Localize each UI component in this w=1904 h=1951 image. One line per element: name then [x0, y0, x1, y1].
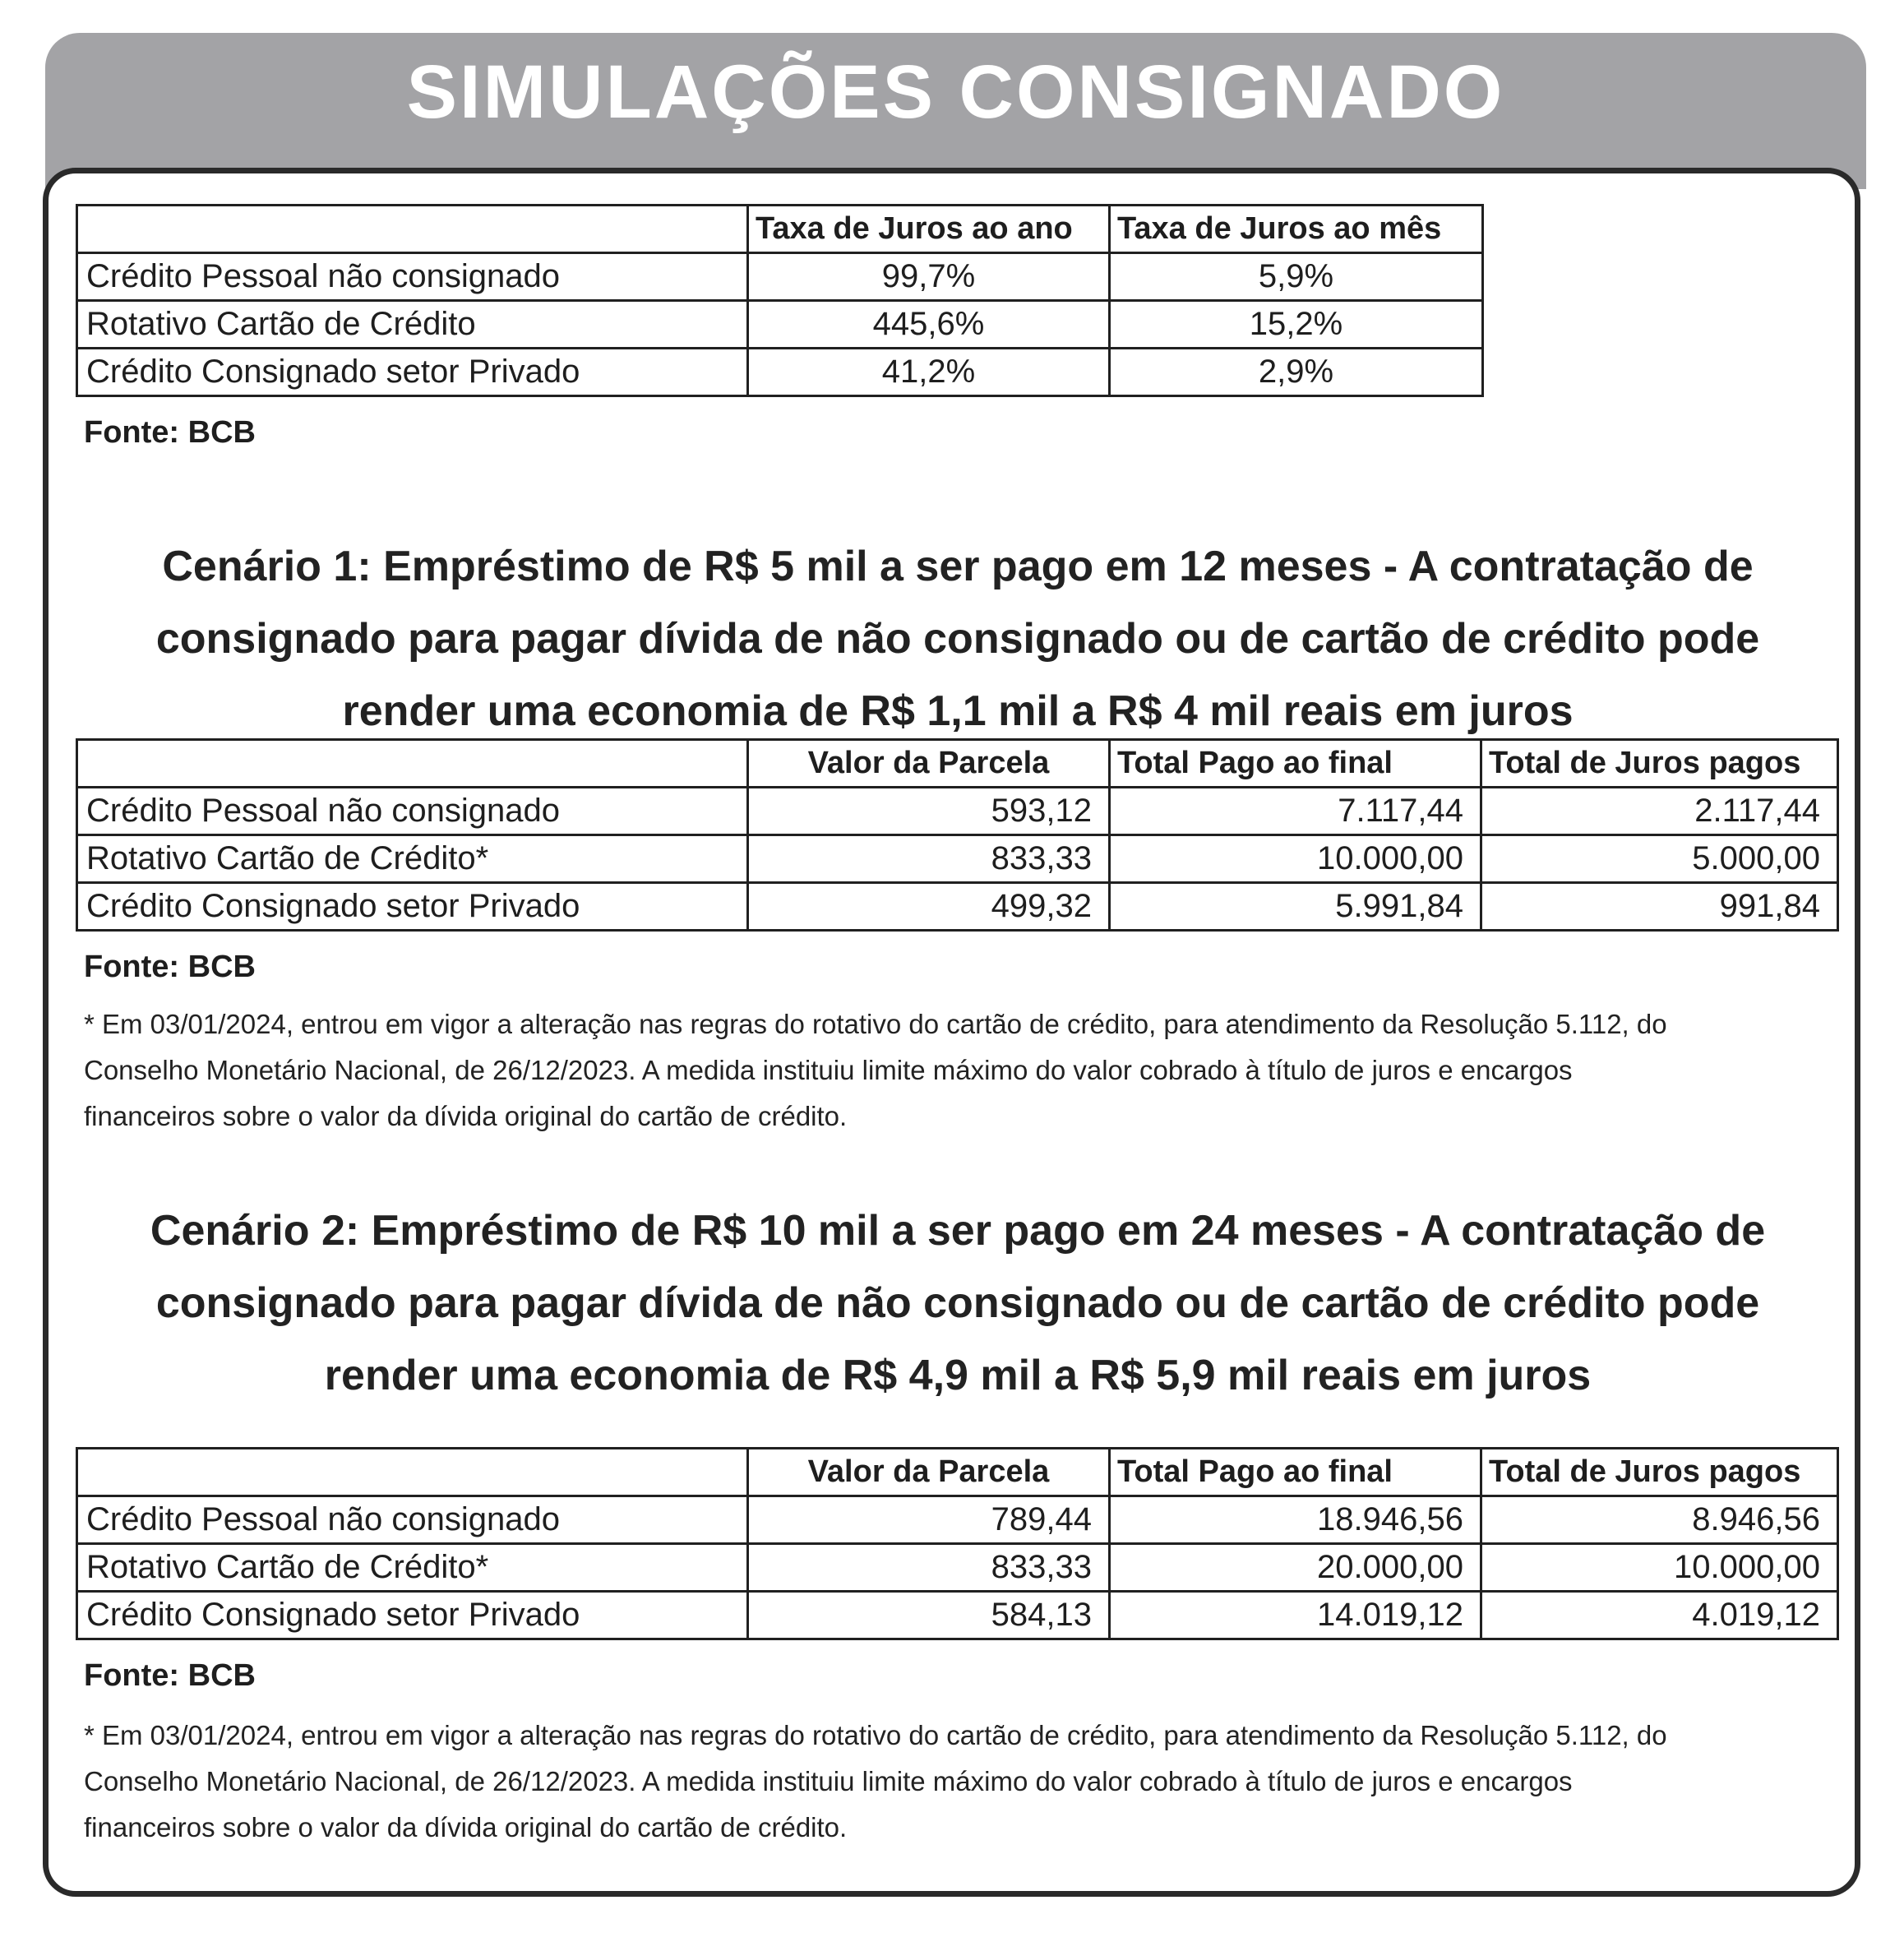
table-header-row: [77, 1449, 1838, 1496]
cell-installment: 593,12: [748, 788, 1110, 835]
footnote-line: Conselho Monetário Nacional, de 26/12/2023. A medida instituiu limite máximo do valor cobrado à título de juros e encargos: [84, 1055, 1573, 1085]
row-label: Crédito Consignado setor Privado: [77, 883, 748, 931]
cell-installment: 499,32: [748, 883, 1110, 931]
cell-total-interest: 4.019,12: [1481, 1592, 1838, 1639]
footnote-line: financeiros sobre o valor da dívida original do cartão de crédito.: [84, 1812, 848, 1842]
header-cell: Valor da Parcela: [748, 1449, 1110, 1496]
cell-total-interest: 2.117,44: [1481, 788, 1838, 835]
scenario2-source: Fonte: BCB: [84, 1658, 256, 1693]
row-label: Rotativo Cartão de Crédito: [77, 301, 748, 349]
cell-installment: 789,44: [748, 1496, 1110, 1544]
header-cell: Taxa de Juros ao mês: [1110, 206, 1483, 253]
scenario2-table: [76, 1447, 1839, 1640]
table-row: [77, 301, 1483, 349]
table-row: [77, 1592, 1838, 1639]
scenario2-heading: [66, 1195, 1850, 1412]
cell-annual-rate: 41,2%: [748, 349, 1110, 396]
cell-total-interest: 8.946,56: [1481, 1496, 1838, 1544]
cell-total-paid: 14.019,12: [1110, 1592, 1481, 1639]
cell-total-paid: 20.000,00: [1110, 1544, 1481, 1592]
scenario2-footnote: [84, 1713, 1835, 1851]
heading-line: render uma economia de R$ 4,9 mil a R$ 5,9 mil reais em juros: [324, 1352, 1592, 1399]
cell-total-interest: 5.000,00: [1481, 835, 1838, 883]
cell-monthly-rate: 15,2%: [1110, 301, 1483, 349]
heading-line: Cenário 1: Empréstimo de R$ 5 mil a ser pago em 12 meses - A contratação de: [162, 543, 1754, 590]
header-cell-empty: [77, 1449, 748, 1496]
cell-total-interest: 991,84: [1481, 883, 1838, 931]
table-row: [77, 1496, 1838, 1544]
table-row: [77, 883, 1838, 931]
row-label: Crédito Pessoal não consignado: [77, 253, 748, 301]
table-row: [77, 788, 1838, 835]
cell-total-paid: 18.946,56: [1110, 1496, 1481, 1544]
rates-source: Fonte: BCB: [84, 415, 256, 450]
header-cell: Valor da Parcela: [748, 740, 1110, 788]
header-cell: Total Pago ao final: [1110, 1449, 1481, 1496]
cell-installment: 833,33: [748, 835, 1110, 883]
cell-total-interest: 10.000,00: [1481, 1544, 1838, 1592]
table-row: [77, 835, 1838, 883]
heading-line: Cenário 2: Empréstimo de R$ 10 mil a ser pago em 24 meses - A contratação de: [150, 1207, 1766, 1255]
heading-line: consignado para pagar dívida de não consignado ou de cartão de crédito pode: [155, 1279, 1760, 1327]
table-row: [77, 253, 1483, 301]
cell-total-paid: 7.117,44: [1110, 788, 1481, 835]
footnote-line: financeiros sobre o valor da dívida original do cartão de crédito.: [84, 1101, 848, 1131]
scenario1-heading: [66, 530, 1850, 747]
rates-table: [76, 204, 1484, 397]
cell-total-paid: 10.000,00: [1110, 835, 1481, 883]
footnote-line: * Em 03/01/2024, entrou em vigor a alteração nas regras do rotativo do cartão de crédito, para atendimento da Resolução 5.112, do: [84, 1720, 1667, 1750]
cell-total-paid: 5.991,84: [1110, 883, 1481, 931]
cell-installment: 833,33: [748, 1544, 1110, 1592]
row-label: Crédito Pessoal não consignado: [77, 1496, 748, 1544]
page-title: SIMULAÇÕES CONSIGNADO: [406, 50, 1505, 134]
table-row: [77, 1544, 1838, 1592]
cell-monthly-rate: 5,9%: [1110, 253, 1483, 301]
row-label: Crédito Consignado setor Privado: [77, 1592, 748, 1639]
scenario1-table: [76, 738, 1839, 932]
cell-installment: 584,13: [748, 1592, 1110, 1639]
table-header-row: [77, 740, 1838, 788]
cell-annual-rate: 99,7%: [748, 253, 1110, 301]
cell-annual-rate: 445,6%: [748, 301, 1110, 349]
header-cell: Total Pago ao final: [1110, 740, 1481, 788]
cell-monthly-rate: 2,9%: [1110, 349, 1483, 396]
header-cell-empty: [77, 206, 748, 253]
row-label: Rotativo Cartão de Crédito*: [77, 1544, 748, 1592]
row-label: Rotativo Cartão de Crédito*: [77, 835, 748, 883]
table-header-row: [77, 206, 1483, 253]
header-cell: Total de Juros pagos: [1481, 1449, 1838, 1496]
header-cell: Taxa de Juros ao ano: [748, 206, 1110, 253]
row-label: Crédito Consignado setor Privado: [77, 349, 748, 396]
heading-line: render uma economia de R$ 1,1 mil a R$ 4 mil reais em juros: [342, 687, 1574, 735]
scenario1-footnote: [84, 1001, 1835, 1140]
footnote-line: * Em 03/01/2024, entrou em vigor a alteração nas regras do rotativo do cartão de crédito, para atendimento da Resolução 5.112, do: [84, 1009, 1667, 1039]
scenario1-source: Fonte: BCB: [84, 950, 256, 984]
table-row: [77, 349, 1483, 396]
footnote-line: Conselho Monetário Nacional, de 26/12/2023. A medida instituiu limite máximo do valor cobrado à título de juros e encargos: [84, 1766, 1573, 1796]
header-cell-empty: [77, 740, 748, 788]
row-label: Crédito Pessoal não consignado: [77, 788, 748, 835]
heading-line: consignado para pagar dívida de não consignado ou de cartão de crédito pode: [155, 615, 1760, 663]
header-cell: Total de Juros pagos: [1481, 740, 1838, 788]
